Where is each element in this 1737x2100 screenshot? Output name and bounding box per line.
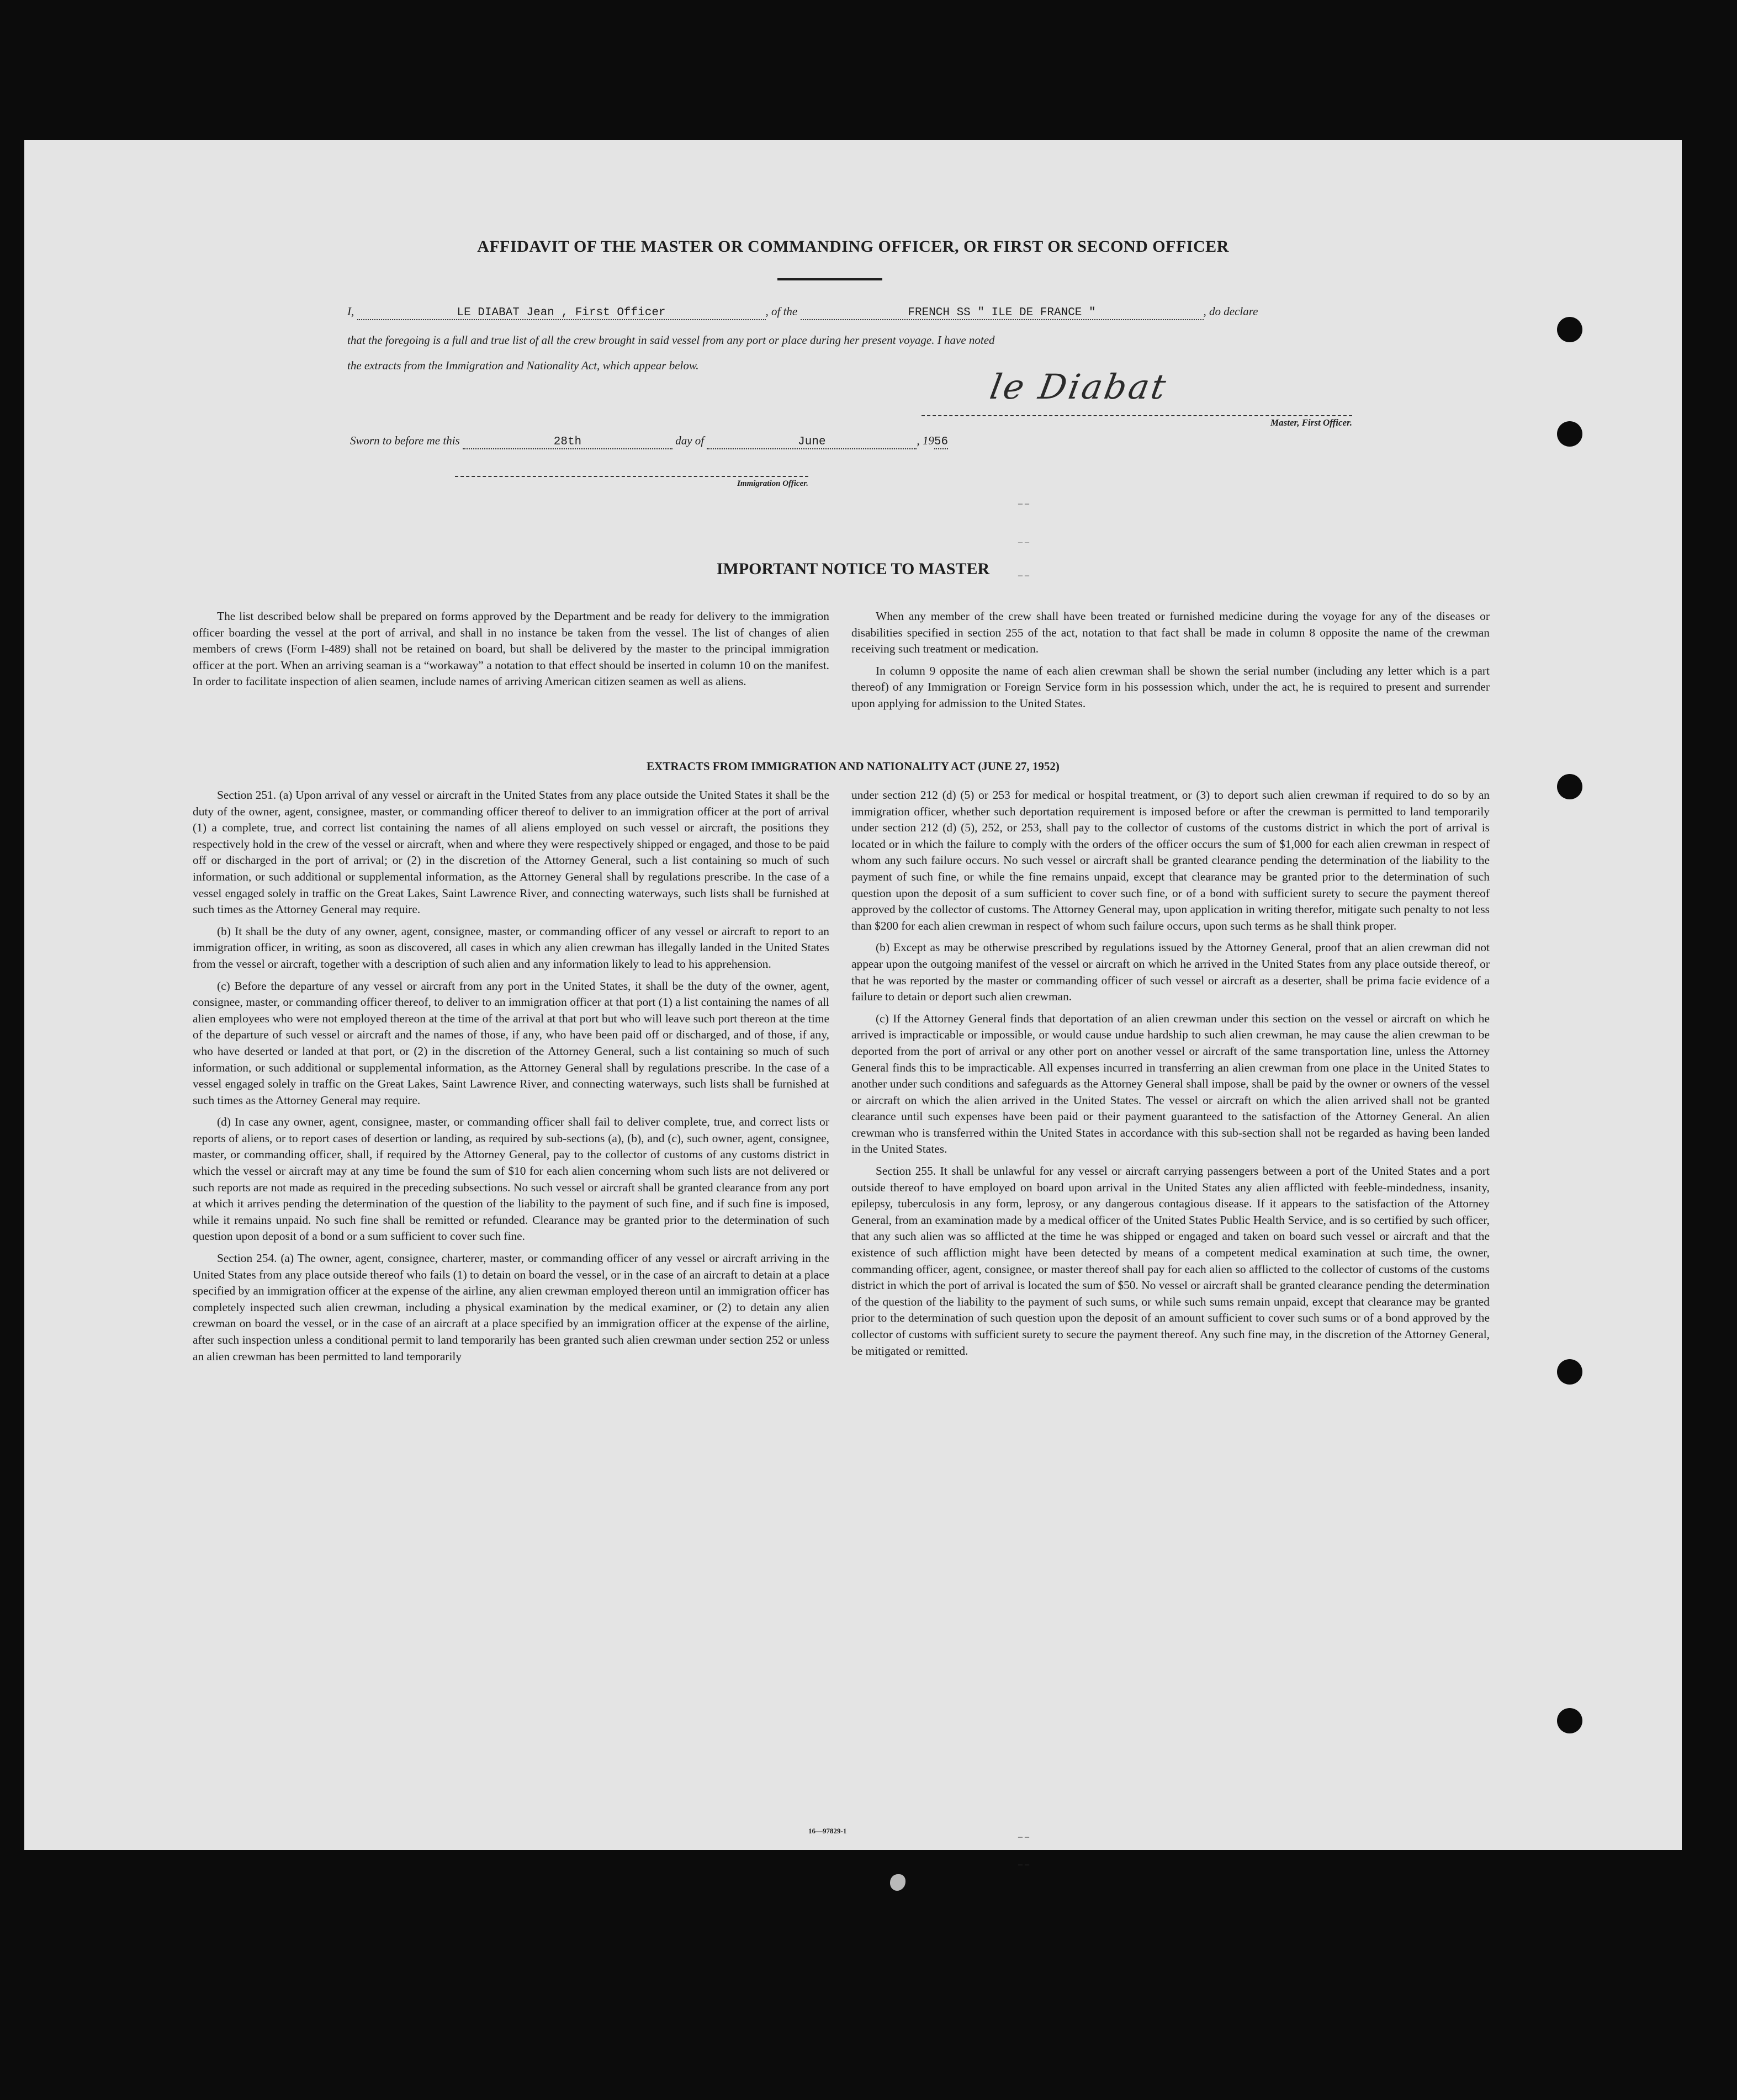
- section-251a: Section 251. (a) Upon arrival of any vessel or aircraft in the United States from any place outside the United States it shall be the duty of the owner, agent, consignee, master, or commanding officer thereof to deliver to an immigration officer at the port of arrival (1) a complete, true, and correct list containing the names of all aliens employed on such vessel or aircraft, the positions they respectively hold in the crew of the vessel or aircraft, when and where they were respectively shipped or engaged, and those to be paid off or discharged in the port of arrival; or (2) in the discretion of the Attorney General, such a list containing so much of such information, or such additional or supplemental information, as the Attorney General shall by regulations prescribe. In the case of a vessel engaged solely in traffic on the Great Lakes, Saint Lawrence River, and connecting waterways, such lists shall be furnished at such times as the Attorney General may require.: [193, 788, 829, 916]
- fold-mark: – –: [1018, 571, 1029, 580]
- binder-hole: [1557, 317, 1582, 342]
- notice-left-column: [193, 608, 829, 696]
- signature-text: le Diabat: [987, 367, 1171, 407]
- section-251c: (c) Before the departure of any vessel or aircraft from any port in the United States, it shall be the duty of the owner, agent, consignee, master, or commanding officer thereof, to deliver to an immigration officer at that port (1) a list containing the names of all alien employees who were not employed thereon at the time of the arrival at that port but who will leave such port thereon at the time of the departure of such vessel or aircraft and the names of those, if any, who have been paid off or discharged, and of those, if any, who have deserted or landed at that port, or (2) in the discretion of the Attorney General, such a list containing so much of such information, or such additional or supplemental information, as the Attorney General shall by regulations prescribe. In the case of a vessel engaged solely in traffic on the Great Lakes, Saint Lawrence River, and connecting waterways, such lists shall be furnished at such times as the Attorney General may require.: [193, 979, 829, 1107]
- document-page: [24, 140, 1682, 1869]
- section-254b: (b) Except as may be otherwise prescribed by regulations issued by the Attorney General, proof that an alien crewman did not appear upon the outgoing manifest of the vessel or aircraft on which he arrived in the United States from any place outside thereof, or that he was reported by the master or commanding officer of such vessel or aircraft as a deserter, shall be prima facie evidence of a failure to detain or deport such alien crewman.: [851, 941, 1490, 1004]
- title-rule: [777, 278, 882, 280]
- section-254c: (c) If the Attorney General finds that deportation of an alien crewman under this section on the vessel or aircraft on which he arrived is impracticable or impossible, or would cause undue hardship to such alien crewman, he may cause the alien crewman to be deported from the port of arrival or any other port on another vessel or aircraft of the same transportation line, unless the Attorney General finds this to be impracticable. All expenses incurred in transferring an alien crewman from one place in the United States to another under such conditions and safeguards as the Attorney General shall impose, shall be paid by the owner or owners of the vessel or aircraft on which the alien arrived in the United States. The vessel or aircraft on which the alien arrived shall not be granted clearance until such expenses have been paid or their payment guaranteed to the satisfaction of the Attorney General. An alien crewman who is transferred within the United States in accordance with this sub-section shall not be regarded as having been landed in the United States.: [851, 1011, 1490, 1156]
- notice-right-column: [851, 608, 1490, 718]
- binder-hole: [1557, 421, 1582, 447]
- fold-mark: – –: [1018, 538, 1029, 547]
- form-number: 16—97829-1: [808, 1827, 847, 1835]
- sworn-month-field: June: [707, 436, 917, 449]
- section-251d: (d) In case any owner, agent, consignee, master, or commanding officer shall fail to deliver complete, true, and correct lists or reports of aliens, or to report cases of desertion or landing, as required by sub-sections (a), (b), and (c), such owner, agent, consignee, master, or commanding officer, shall, if required by the Attorney General, pay to the collector of customs of any customs district in which the vessel or aircraft may at any time be found the sum of $10 for each alien concerning whom such lists are not delivered or such reports are not made as required in the preceding subsections. No such vessel or aircraft shall be granted clearance from any port at which it arrives pending the determination of the question of the liability to the payment of such fine, and if such fine is imposed, while it remains unpaid. No such fine shall be remitted or refunded. Clearance may be granted prior to the determination of such question upon deposit of a bond or a sum sufficient to cover such fine.: [193, 1115, 829, 1243]
- immigration-officer-label: Immigration Officer.: [737, 479, 808, 488]
- fold-mark: – –: [1018, 1860, 1029, 1869]
- sworn-day-field: 28th: [463, 436, 672, 449]
- extracts-title: EXTRACTS FROM IMMIGRATION AND NATIONALITY ACT (JUNE 27, 1952): [647, 760, 1060, 773]
- extracts-right-column: [851, 787, 1490, 1365]
- vessel-name-field: FRENCH SS " ILE DE FRANCE ": [801, 306, 1204, 320]
- fold-mark: – –: [1018, 499, 1029, 508]
- extracts-left-column: [193, 787, 829, 1370]
- declaration-i: I,: [347, 305, 354, 318]
- do-declare-label: , do declare: [1203, 305, 1258, 318]
- section-251b: (b) It shall be the duty of any owner, agent, consignee, master, or commanding officer of any vessel or aircraft to report to an immigration officer, in writing, as soon as discovered, all cases in which any alien crewman has illegally landed in the United States from the vessel or aircraft, together with a description of such alien and any information likely to lead to his apprehension.: [193, 924, 829, 971]
- notice-paragraph: The list described below shall be prepared on forms approved by the Department and be ready for delivery to the immigration officer boarding the vessel at the port of arrival, and shall in no instance be taken from the vessel. The list of changes of alien members of crews (Form I-489) shall not be retained on board, but shall be delivered by the master to the principal immigration officer at the port. When an arriving seaman is a “workaway” a notation to that effect should be inserted in column 10 on the manifest. In order to facilitate inspection of alien seamen, include names of arriving American citizen seamen as well as aliens.: [193, 609, 829, 688]
- of-the-label: , of the: [765, 305, 798, 318]
- year-prefix: , 19: [917, 434, 934, 447]
- officer-name-field: LE DIABAT Jean , First Officer: [357, 306, 766, 320]
- sworn-year-field: 56: [934, 436, 949, 448]
- notice-paragraph: In column 9 opposite the name of each alien crewman shall be shown the serial number (including any letter which is a part thereof) of any Immigration or Foreign Service form in his possession which, under the act, he is required to present and surrender upon applying for admission to the United States.: [851, 664, 1490, 710]
- signer-title-label: Master, First Officer.: [1270, 417, 1352, 428]
- declaration-line-1: [347, 305, 1258, 320]
- signer-title: [922, 415, 1352, 428]
- day-of-label: day of: [675, 434, 705, 447]
- section-255: Section 255. It shall be unlawful for any vessel or aircraft carrying passengers between a port of the United States and a port outside thereof to have employed on board upon arrival in the United States any alien afflicted with feeble-mindedness, insanity, epilepsy, tuberculosis in any form, leprosy, or any dangerous contagious disease. If it appears to the satisfaction of the Attorney General, from an examination made by a medical officer of the United States Public Health Service, and is so certified by such officer, that any such alien was so afflicted at the time he was shipped or engaged and taken on board such vessel or aircraft and that the existence of such affliction might have been detected by means of a competent medical examination at such time, the owner, commanding officer, agent, consignee, or master thereof shall pay for each alien so afflicted to the collector of customs of the customs district in which the port of arrival is located the sum of $50. No vessel or aircraft shall be granted clearance pending the determination of the question of the liability to the payment of such sums, or while such sums remain unpaid, except that clearance may be granted prior to the determination of such question upon the deposit of an amount sufficient to cover such sums or of a bond approved by the collector of customs with sufficient surety to secure the payment thereof. Any such fine may, in the discretion of the Attorney General, be mitigated or remitted.: [851, 1164, 1490, 1357]
- handwritten-signature: [987, 367, 1171, 407]
- sworn-line: [350, 434, 948, 449]
- notice-title: IMPORTANT NOTICE TO MASTER: [716, 560, 990, 578]
- section-254a-continued: under section 212 (d) (5) or 253 for medical or hospital treatment, or (3) to deport such alien crewman if required to do so by an immigration officer, whether such deportation requirement is imposed before or after the crewman is permitted to land temporarily under section 212 (d) (5), 252, or 253, shall pay to the collector of customs of the customs district in which the port of arrival is located or in which the failure to comply with the orders of the officer occurs the sum of $1,000 for each alien crewman in respect of whom any such failure occurs. No such vessel or aircraft shall be granted clearance pending the determination of the liability to the payment of such fine, or while the fine remains unpaid, except that clearance may be granted prior to the determination of such question upon the deposit of a sum sufficient to cover such fine, or of a bond with sufficient surety to secure the payment thereof approved by the collector of customs. The Attorney General may, upon application in writing therefor, mitigate such penalty to not less than $200 for each alien crewman in respect of whom such failure occurs, upon such terms as he shall think proper.: [851, 788, 1490, 932]
- affidavit-title: AFFIDAVIT OF THE MASTER OR COMMANDING OFFICER, OR FIRST OR SECOND OFFICER: [477, 237, 1229, 256]
- binder-hole: [1557, 1359, 1582, 1385]
- declaration-line-2: that the foregoing is a full and true list of all the crew brought in said vessel from any port or place during her present voyage. I have noted: [347, 333, 995, 347]
- binder-hole: [1557, 1708, 1582, 1733]
- notice-paragraph: When any member of the crew shall have been treated or furnished medicine during the voyage for any of the diseases or disabilities specified in section 255 of the act, notation to that fact shall be made in column 8 opposite the name of the crewman receiving such treatment or medication.: [851, 609, 1490, 656]
- binder-hole: [1557, 774, 1582, 799]
- immigration-officer-line: [455, 476, 808, 489]
- scan-smudge: [890, 1874, 905, 1891]
- declaration-line-3: the extracts from the Immigration and Nationality Act, which appear below.: [347, 359, 699, 372]
- fold-mark: – –: [1018, 1832, 1029, 1842]
- section-254a: Section 254. (a) The owner, agent, consignee, charterer, master, or commanding officer of any vessel or aircraft arriving in the United States from any place outside thereof who fails (1) to detain on board the vessel, or in the case of an aircraft to detain at a place specified by an immigration officer at the expense of the airline, any alien crewman employed thereon until an immigration officer has completely inspected such alien crewman, including a physical examination by the medical examiner, or (2) to detain any alien crewman on board the vessel, or in the case of an aircraft at a place specified by an immigration officer at the expense of the airline, after such inspection unless a conditional permit to land temporarily has been granted such alien crewman under section 252 or unless an alien crewman has been permitted to land temporarily: [193, 1251, 829, 1363]
- sworn-label: Sworn to before me this: [350, 434, 460, 447]
